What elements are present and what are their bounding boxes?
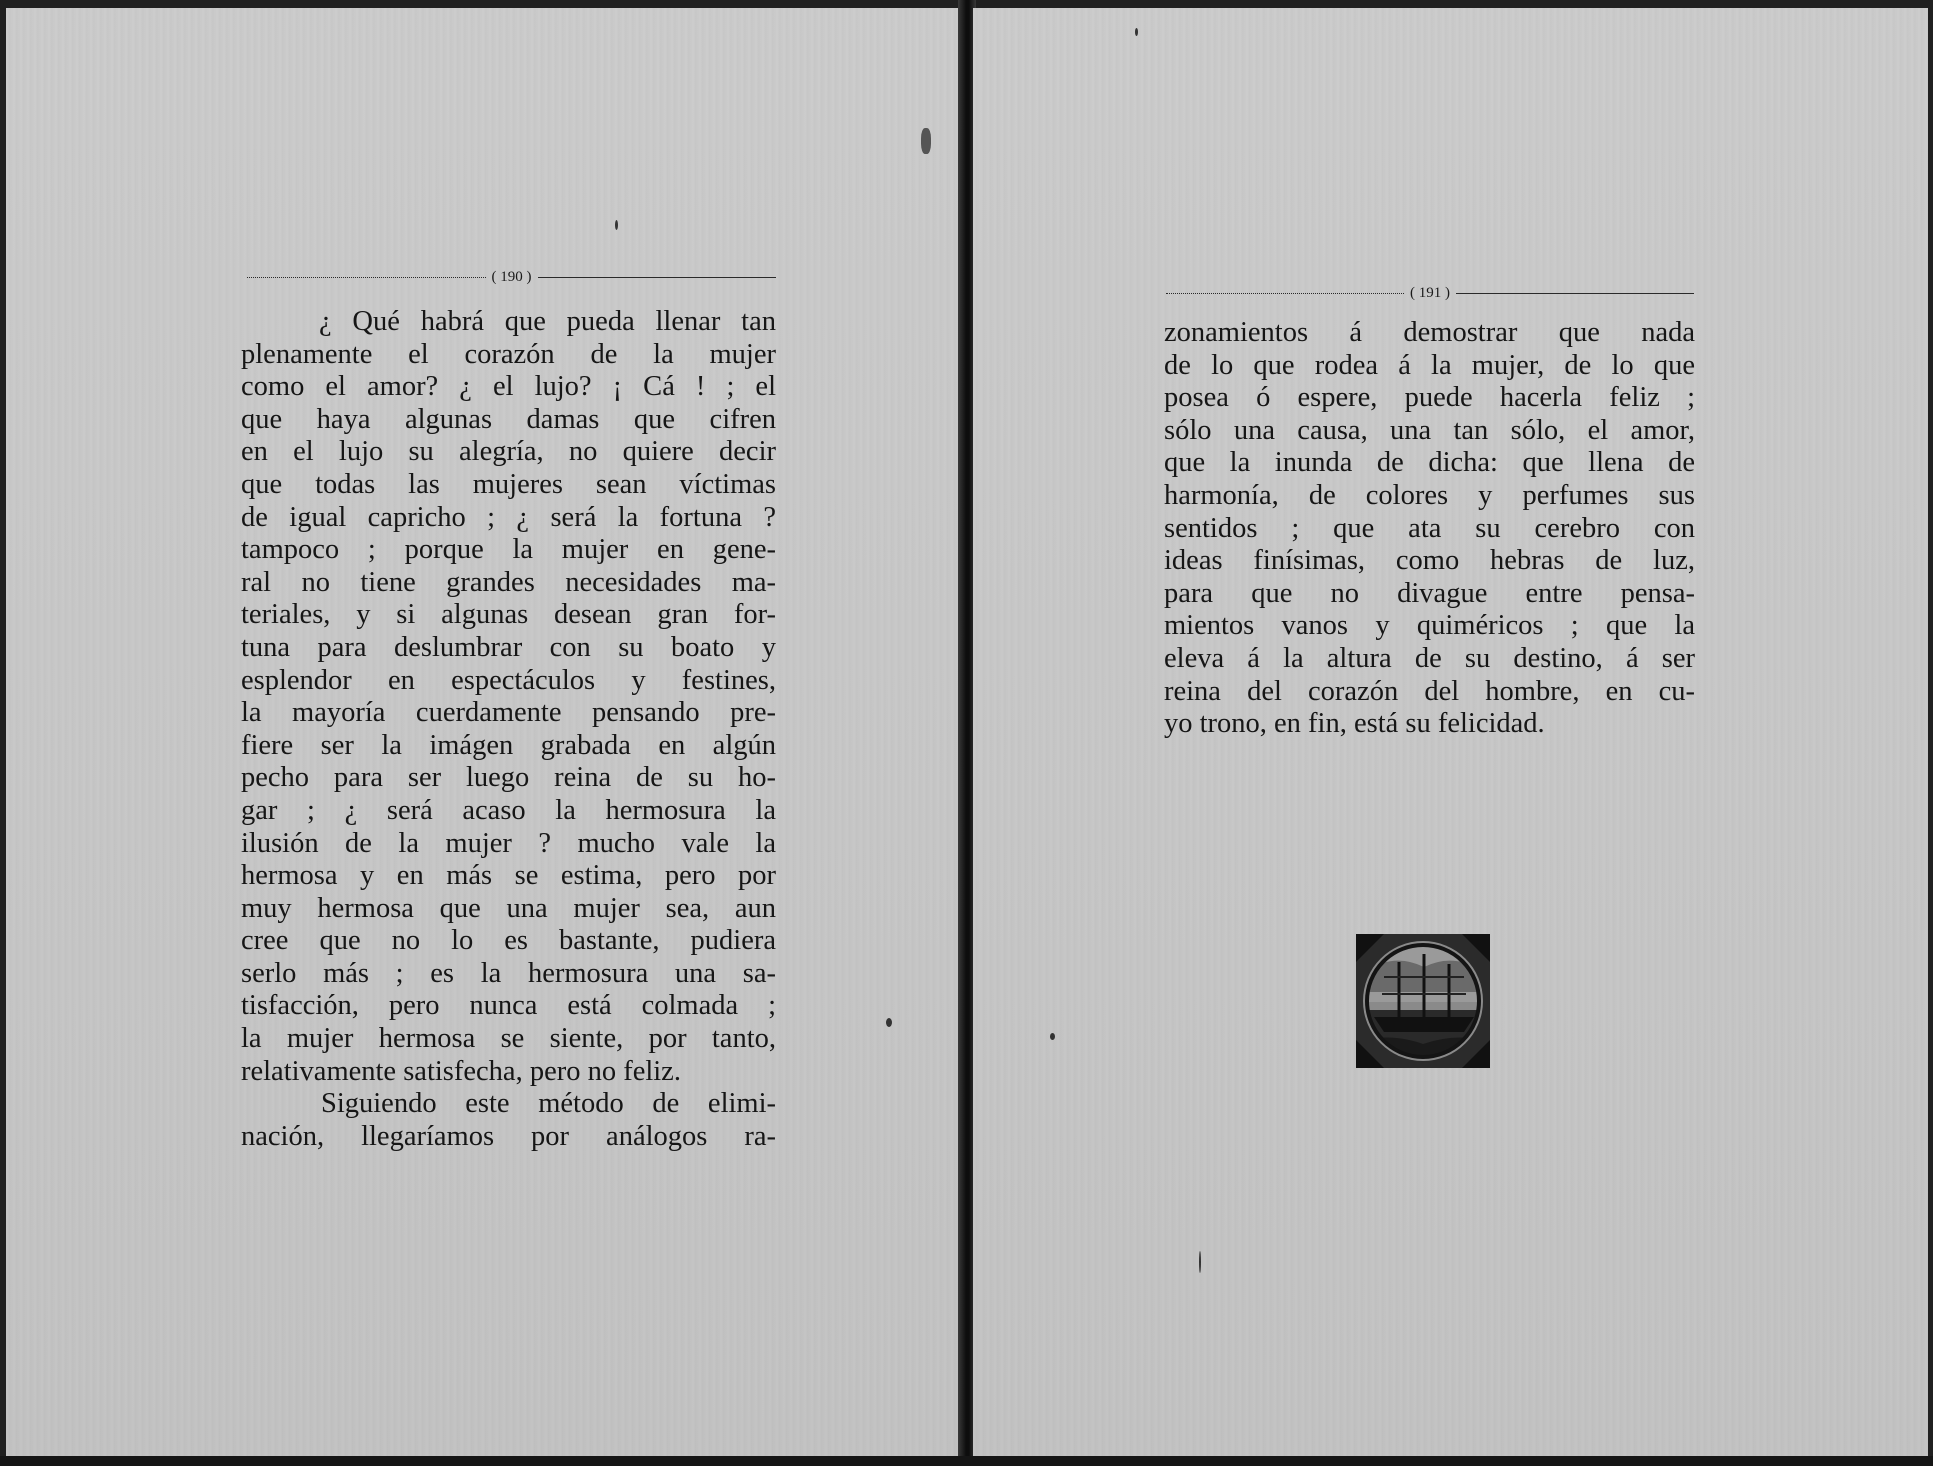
left-page-body — [241, 306, 776, 1153]
paper-speck — [615, 220, 618, 230]
text-line: tisfacción, pero nunca está colmada ; — [241, 990, 776, 1022]
header-rule-right — [1456, 293, 1694, 294]
text-line: tuna para deslumbrar con su boato y — [241, 631, 776, 663]
text-line: plenamente el corazón de la mujer — [241, 338, 776, 370]
text-line: la mayoría cuerdamente pensando pre- — [241, 697, 776, 729]
right-page-number: ( 191 ) — [1410, 284, 1450, 301]
ship-vignette-icon — [1354, 932, 1492, 1070]
right-page-header — [1166, 283, 1694, 303]
text-line: reina del corazón del hombre, en cu- — [1164, 675, 1695, 707]
text-line: ideas finísimas, como hebras de luz, — [1164, 545, 1695, 577]
text-line: de igual capricho ; ¿ será la fortuna ? — [241, 501, 776, 533]
text-line: pecho para ser luego reina de su ho- — [241, 762, 776, 794]
text-line: ¿ Qué habrá que pueda llenar tan — [319, 306, 776, 337]
text-line: sentidos ; que ata su cerebro con — [1164, 512, 1695, 544]
text-line: teriales, y si algunas desean gran for- — [241, 599, 776, 631]
text-line: yo trono, en fin, está su felicidad. — [1164, 708, 1545, 740]
text-line: Siguiendo este método de elimi- — [321, 1088, 776, 1120]
text-line: nación, llegaríamos por análogos ra- — [241, 1120, 776, 1152]
text-line: harmonía, de colores y perfumes sus — [1164, 479, 1695, 511]
text-line: la mujer hermosa se siente, por tanto, — [241, 1023, 776, 1055]
text-line: hermosa y en más se estima, pero por — [241, 860, 776, 892]
text-line: zonamientos á demostrar que nada — [1164, 317, 1695, 348]
header-rule-right — [538, 277, 777, 278]
text-line: sólo una causa, una tan sólo, el amor, — [1164, 414, 1695, 446]
text-line: ral no tiene grandes necesidades ma- — [241, 566, 776, 598]
text-line: ilusión de la mujer ? mucho vale la — [241, 827, 776, 859]
left-page-number: ( 190 ) — [491, 268, 532, 285]
text-line: muy hermosa que una mujer sea, aun — [241, 892, 776, 924]
text-line: que haya algunas damas que cifren — [241, 403, 776, 435]
paper-speck — [1050, 1033, 1055, 1040]
text-line: cree que no lo es bastante, pudiera — [241, 925, 776, 957]
text-line: tampoco ; porque la mujer en gene- — [241, 534, 776, 566]
text-line: mientos vanos y quiméricos ; que la — [1164, 610, 1695, 642]
text-line: como el amor? ¿ el lujo? ¡ Cá ! ; el — [241, 371, 776, 403]
paper-speck — [1135, 28, 1138, 36]
left-page — [6, 8, 961, 1458]
scan-bottom-edge — [0, 1456, 1933, 1466]
text-line: en el lujo su alegría, no quiere decir — [241, 436, 776, 468]
paper-speck — [886, 1018, 892, 1027]
text-line: para que no divague entre pensa- — [1164, 577, 1695, 609]
right-page-body — [1164, 317, 1695, 741]
text-line: fiere ser la imágen grabada en algún — [241, 729, 776, 761]
left-page-header — [247, 267, 776, 287]
text-line: relativamente satisfecha, pero no feliz. — [241, 1055, 681, 1087]
text-line: que todas las mujeres sean víctimas — [241, 468, 776, 500]
paper-speck — [1199, 1251, 1201, 1273]
text-line: gar ; ¿ será acaso la hermosura la — [241, 794, 776, 826]
text-line: serlo más ; es la hermosura una sa- — [241, 957, 776, 989]
text-line: de lo que rodea á la mujer, de lo que — [1164, 349, 1695, 381]
text-line: que la inunda de dicha: que llena de — [1164, 447, 1695, 479]
text-line: eleva á la altura de su destino, á ser — [1164, 642, 1695, 674]
header-rule-left — [1166, 293, 1404, 294]
header-rule-left — [247, 277, 486, 278]
paper-speck — [921, 128, 931, 154]
text-line: posea ó espere, puede hacerla feliz ; — [1164, 382, 1695, 414]
right-page — [973, 8, 1928, 1458]
text-line: esplendor en espectáculos y festines, — [241, 664, 776, 696]
